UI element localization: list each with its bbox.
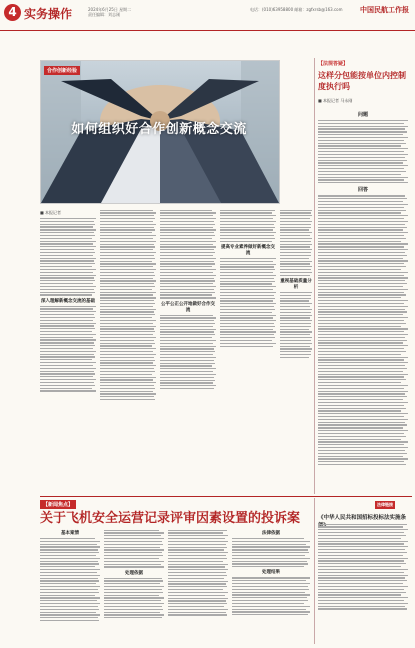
- bottom-column-4: [232, 528, 310, 617]
- text-block: [100, 210, 156, 401]
- bottom-headline: 关于飞机安全运营记录评审因素设置的投诉案: [40, 510, 301, 525]
- text-block: [220, 210, 276, 242]
- issue-editor: 责任编辑：刘志刚: [88, 12, 120, 17]
- text-block: [40, 306, 96, 392]
- text-block: [40, 218, 96, 296]
- contact-info: 电话：(010)63958800 邮箱：zgfxrsb@163.com: [250, 7, 343, 12]
- qa-answer-label: 回答: [357, 187, 368, 194]
- qa-question-label: 问题: [357, 112, 368, 118]
- column-divider: [314, 498, 315, 644]
- text-block: [220, 258, 276, 347]
- bottom-subhead-4: 处理结果: [262, 570, 280, 576]
- feature-subhead-3: 提高专业素养做好新概念交流: [221, 244, 275, 256]
- law-link-column: [318, 522, 408, 611]
- text-block: [318, 120, 408, 183]
- section-divider: [40, 496, 412, 497]
- bottom-column-2: [104, 528, 164, 620]
- text-block: [232, 538, 310, 567]
- feature-headline: 如何组织好合作创新概念交流: [71, 121, 247, 136]
- feature-column-4: [220, 208, 276, 348]
- bottom-subhead-3: 法律依据: [262, 531, 280, 536]
- feature-subhead-1: 深入理解新概念交流的基础: [41, 298, 95, 304]
- text-block: [160, 315, 216, 390]
- feature-column-2: [100, 208, 156, 402]
- feature-subhead-2: 公平公正公开地做好合作交流: [161, 301, 215, 313]
- qa-column: [318, 108, 408, 467]
- feature-column-5: [280, 208, 312, 360]
- text-block: [280, 210, 312, 276]
- feature-byline: ■ 本报记者: [40, 210, 62, 215]
- text-block: [280, 292, 312, 358]
- text-block: [40, 538, 100, 621]
- qa-byline: ■ 本报记者 马永刚: [318, 98, 353, 103]
- feature-tag: 合作创新经验: [44, 66, 80, 75]
- bottom-column-1: [40, 528, 100, 623]
- text-block: [232, 577, 310, 615]
- masthead-logo: 中国民航工作报: [360, 5, 409, 14]
- text-block: [318, 195, 408, 465]
- law-link-title: 《中华人民共和国招标投标法实施条: [318, 515, 407, 521]
- feature-column-1: [40, 208, 96, 393]
- bottom-subhead-1: 基本案情: [61, 531, 79, 536]
- issue-meta: [88, 7, 131, 17]
- section-number-badge: 4: [4, 4, 21, 21]
- bottom-column-3: [168, 528, 228, 617]
- bottom-tag: 【新闻焦点】: [40, 500, 76, 509]
- section-title: 实务操作: [24, 7, 73, 21]
- law-link-tag: 法律链接: [377, 502, 393, 507]
- feature-column-3: [160, 208, 216, 391]
- text-block: [104, 578, 164, 619]
- qa-tag: 【法规答疑】: [318, 61, 349, 67]
- page-header: [0, 0, 415, 31]
- column-divider: [314, 58, 315, 494]
- bottom-subhead-2: 处理依据: [125, 570, 143, 576]
- issue-date: 2024年6月25日 星期二: [88, 7, 132, 12]
- text-block: [160, 210, 216, 299]
- feature-subhead-4: 重视基础质量分析: [280, 278, 312, 290]
- text-block: [168, 530, 228, 616]
- text-block: [104, 530, 164, 568]
- qa-headline: 这样分包能按单位内控制度执行吗: [318, 71, 406, 91]
- text-block: [318, 524, 408, 610]
